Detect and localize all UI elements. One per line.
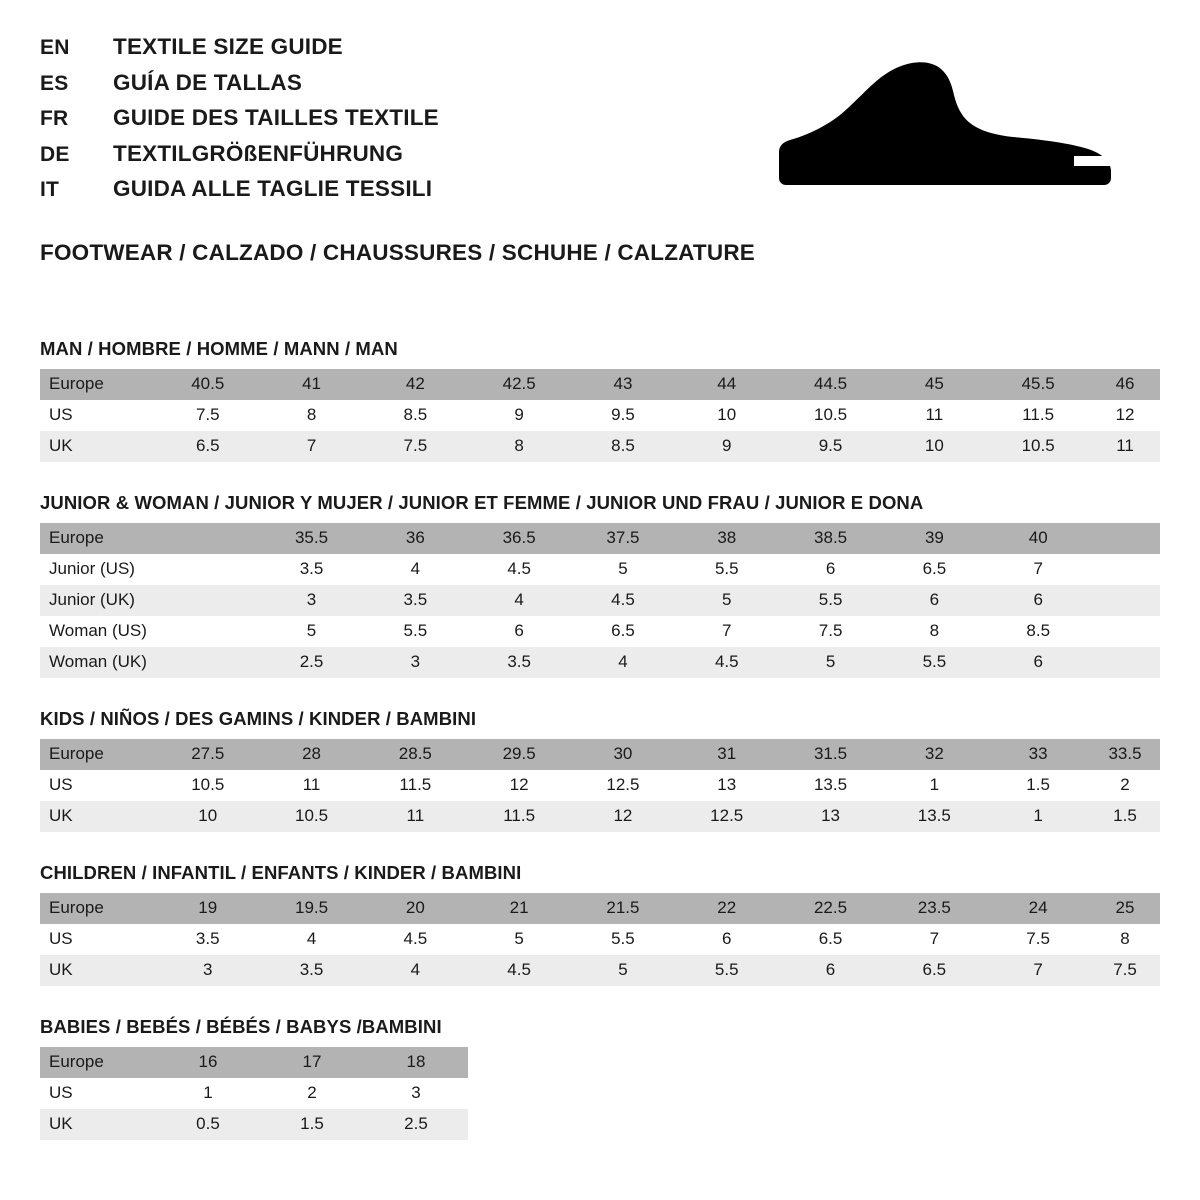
- section-kids: [40, 708, 1160, 832]
- cell: 11.5: [363, 770, 467, 801]
- cell: 10.5: [986, 431, 1090, 462]
- cell: 11: [882, 400, 986, 431]
- cell: 45.5: [986, 369, 1090, 400]
- cell: 23.5: [882, 893, 986, 924]
- cell: 28: [260, 739, 364, 770]
- cell: 6.5: [156, 431, 260, 462]
- table-row: [40, 1047, 468, 1078]
- cell: 36: [363, 523, 467, 554]
- table-row: [40, 893, 1160, 924]
- cell: 7: [260, 431, 364, 462]
- row-label: UK: [40, 1109, 156, 1140]
- cell: [1090, 523, 1160, 554]
- cell: 5: [779, 647, 883, 678]
- cell: 35.5: [260, 523, 364, 554]
- section-title: BABIES / BEBÉS / BÉBÉS / BABYS /BAMBINI: [40, 1015, 442, 1037]
- table-row: [40, 554, 1160, 585]
- section-man: [40, 338, 1160, 462]
- cell: 10: [156, 801, 260, 832]
- cell: 8.5: [571, 431, 675, 462]
- row-label: UK: [40, 955, 156, 986]
- cell: 4.5: [571, 585, 675, 616]
- section-title: JUNIOR & WOMAN / JUNIOR Y MUJER / JUNIOR ET FEMME / JUNIOR UND FRAU / JUNIOR E DONA: [40, 491, 924, 513]
- cell: 5.5: [675, 955, 779, 986]
- table-row: [40, 400, 1160, 431]
- language-title: TEXTILE SIZE GUIDE: [113, 34, 343, 59]
- cell: 7: [986, 554, 1090, 585]
- cell: 43: [571, 369, 675, 400]
- table-row: [40, 955, 1160, 986]
- cell: 7.5: [1090, 955, 1160, 986]
- cell: 22: [675, 893, 779, 924]
- cell: 21: [467, 893, 571, 924]
- cell: [156, 647, 260, 678]
- language-row: [40, 178, 439, 201]
- language-code: ES: [40, 71, 69, 95]
- cell: 7.5: [986, 924, 1090, 955]
- cell: 40: [986, 523, 1090, 554]
- cell: 42.5: [467, 369, 571, 400]
- row-label: US: [40, 400, 156, 431]
- cell: 2.5: [364, 1109, 468, 1140]
- cell: 25: [1090, 893, 1160, 924]
- cell: 1: [156, 1078, 260, 1109]
- cell: 6: [986, 647, 1090, 678]
- cell: 4.5: [675, 647, 779, 678]
- cell: [1090, 585, 1160, 616]
- cell: 4: [363, 554, 467, 585]
- cell: 9.5: [571, 400, 675, 431]
- cell: 7: [882, 924, 986, 955]
- cell: 5: [571, 955, 675, 986]
- row-label: UK: [40, 801, 156, 832]
- cell: 5.5: [883, 647, 987, 678]
- cell: 31: [675, 739, 779, 770]
- cell: 39: [883, 523, 987, 554]
- row-label: UK: [40, 431, 156, 462]
- cell: 5: [260, 616, 364, 647]
- cell: 7.5: [363, 431, 467, 462]
- cell: 29.5: [467, 739, 571, 770]
- section-children: [40, 862, 1160, 986]
- cell: 11.5: [467, 801, 571, 832]
- cell: 7: [675, 616, 779, 647]
- row-label: Woman (US): [40, 616, 156, 647]
- cell: 13.5: [882, 801, 986, 832]
- language-code: EN: [40, 36, 70, 59]
- language-code: DE: [40, 142, 70, 166]
- category-title: FOOTWEAR / CALZADO / CHAUSSURES / SCHUHE / CALZATURE: [40, 239, 755, 265]
- cell: [156, 523, 260, 554]
- table-row: [40, 523, 1160, 554]
- size-table-babies: [40, 1047, 468, 1140]
- table-row: [40, 431, 1160, 462]
- cell: 11.5: [986, 400, 1090, 431]
- table-row: [40, 1078, 468, 1109]
- cell: 4.5: [467, 955, 571, 986]
- cell: 27.5: [156, 739, 260, 770]
- table-row: [40, 616, 1160, 647]
- cell: 3: [260, 585, 364, 616]
- cell: 11: [1090, 431, 1160, 462]
- cell: 4.5: [467, 554, 571, 585]
- cell: 36.5: [467, 523, 571, 554]
- row-label: Europe: [40, 369, 156, 400]
- cell: 3.5: [260, 554, 364, 585]
- cell: 40.5: [156, 369, 260, 400]
- table-row: [40, 1109, 468, 1140]
- cell: [1090, 554, 1160, 585]
- cell: 46: [1090, 369, 1160, 400]
- row-label: US: [40, 1078, 156, 1109]
- cell: 12.5: [675, 801, 779, 832]
- cell: 11: [363, 801, 467, 832]
- table-row: [40, 739, 1160, 770]
- cell: 6.5: [882, 955, 986, 986]
- cell: 8.5: [363, 400, 467, 431]
- cell: 8.5: [986, 616, 1090, 647]
- cell: 1.5: [986, 770, 1090, 801]
- dress-shoe-icon: [774, 60, 1114, 190]
- cell: 21.5: [571, 893, 675, 924]
- cell: 8: [260, 400, 364, 431]
- language-title: GUÍA DE TALLAS: [113, 69, 303, 95]
- cell: 2: [1090, 770, 1160, 801]
- section-title: MAN / HOMBRE / HOMME / MANN / MAN: [40, 337, 398, 359]
- cell: 3: [156, 955, 260, 986]
- table-row: [40, 770, 1160, 801]
- cell: 22.5: [779, 893, 883, 924]
- cell: 41: [260, 369, 364, 400]
- size-table-junior-woman: [40, 523, 1160, 678]
- row-label: Woman (UK): [40, 647, 156, 678]
- cell: 16: [156, 1047, 260, 1078]
- cell: 20: [363, 893, 467, 924]
- cell: [1090, 616, 1160, 647]
- cell: [1090, 647, 1160, 678]
- cell: 6: [467, 616, 571, 647]
- cell: 6: [779, 554, 883, 585]
- page-header: [40, 36, 1160, 214]
- cell: 7.5: [779, 616, 883, 647]
- table-row: [40, 924, 1160, 955]
- cell: 12: [1090, 400, 1160, 431]
- row-label: Europe: [40, 1047, 156, 1078]
- cell: 10.5: [779, 400, 883, 431]
- cell: 13: [779, 801, 883, 832]
- cell: 38: [675, 523, 779, 554]
- section-babies: [40, 1016, 1160, 1140]
- language-row: [40, 36, 439, 59]
- section-title: CHILDREN / INFANTIL / ENFANTS / KINDER / BAMBINI: [40, 861, 522, 883]
- cell: 2.5: [260, 647, 364, 678]
- row-label: Junior (US): [40, 554, 156, 585]
- shoe-illustration: [754, 60, 1114, 190]
- cell: 9: [675, 431, 779, 462]
- cell: 10: [675, 400, 779, 431]
- cell: 11: [260, 770, 364, 801]
- row-label: Europe: [40, 523, 156, 554]
- cell: 0.5: [156, 1109, 260, 1140]
- size-table-man: [40, 369, 1160, 462]
- cell: 13: [675, 770, 779, 801]
- cell: 10.5: [260, 801, 364, 832]
- cell: 8: [467, 431, 571, 462]
- cell: 45: [882, 369, 986, 400]
- cell: 19: [156, 893, 260, 924]
- cell: 17: [260, 1047, 364, 1078]
- row-label: Junior (UK): [40, 585, 156, 616]
- language-row: [40, 69, 439, 95]
- cell: 12: [467, 770, 571, 801]
- cell: 18: [364, 1047, 468, 1078]
- size-table-children: [40, 893, 1160, 986]
- cell: [156, 585, 260, 616]
- cell: 6: [986, 585, 1090, 616]
- cell: 5.5: [779, 585, 883, 616]
- cell: 10.5: [156, 770, 260, 801]
- cell: 3.5: [363, 585, 467, 616]
- cell: 9: [467, 400, 571, 431]
- cell: 44: [675, 369, 779, 400]
- language-code: IT: [40, 178, 60, 201]
- cell: 8: [1090, 924, 1160, 955]
- size-table-kids: [40, 739, 1160, 832]
- cell: 31.5: [779, 739, 883, 770]
- cell: 5: [571, 554, 675, 585]
- table-row: [40, 801, 1160, 832]
- cell: 6.5: [779, 924, 883, 955]
- cell: [156, 616, 260, 647]
- cell: 33.5: [1090, 739, 1160, 770]
- section-junior-woman: [40, 492, 1160, 678]
- cell: 1.5: [1090, 801, 1160, 832]
- cell: 5: [467, 924, 571, 955]
- cell: 6: [675, 924, 779, 955]
- row-label: Europe: [40, 739, 156, 770]
- cell: 7.5: [156, 400, 260, 431]
- cell: 13.5: [779, 770, 883, 801]
- cell: 6: [779, 955, 883, 986]
- cell: 42: [363, 369, 467, 400]
- cell: 2: [260, 1078, 364, 1109]
- section-title: KIDS / NIÑOS / DES GAMINS / KINDER / BAMBINI: [40, 707, 477, 729]
- cell: 5: [675, 585, 779, 616]
- cell: 3.5: [467, 647, 571, 678]
- cell: 1: [882, 770, 986, 801]
- table-row: [40, 585, 1160, 616]
- cell: [156, 554, 260, 585]
- table-row: [40, 369, 1160, 400]
- cell: 32: [882, 739, 986, 770]
- cell: 5.5: [675, 554, 779, 585]
- cell: 5.5: [363, 616, 467, 647]
- row-label: US: [40, 770, 156, 801]
- cell: 6: [883, 585, 987, 616]
- cell: 4: [260, 924, 364, 955]
- language-title: TEXTILGRÖßENFÜHRUNG: [113, 140, 404, 166]
- cell: 8: [883, 616, 987, 647]
- row-label: Europe: [40, 893, 156, 924]
- cell: 10: [882, 431, 986, 462]
- cell: 38.5: [779, 523, 883, 554]
- cell: 37.5: [571, 523, 675, 554]
- cell: 19.5: [260, 893, 364, 924]
- cell: 28.5: [363, 739, 467, 770]
- cell: 9.5: [779, 431, 883, 462]
- language-row: [40, 140, 439, 166]
- language-title-list: [40, 36, 439, 214]
- language-title: GUIDE DES TAILLES TEXTILE: [113, 105, 439, 130]
- cell: 44.5: [779, 369, 883, 400]
- cell: 3: [364, 1078, 468, 1109]
- cell: 33: [986, 739, 1090, 770]
- cell: 4: [467, 585, 571, 616]
- cell: 3: [363, 647, 467, 678]
- cell: 24: [986, 893, 1090, 924]
- cell: 3.5: [156, 924, 260, 955]
- cell: 7: [986, 955, 1090, 986]
- cell: 4.5: [363, 924, 467, 955]
- language-code: FR: [40, 107, 69, 130]
- cell: 5.5: [571, 924, 675, 955]
- language-title: GUIDA ALLE TAGLIE TESSILI: [113, 176, 433, 201]
- cell: 4: [571, 647, 675, 678]
- cell: 1.5: [260, 1109, 364, 1140]
- cell: 1: [986, 801, 1090, 832]
- cell: 3.5: [260, 955, 364, 986]
- table-row: [40, 647, 1160, 678]
- cell: 12: [571, 801, 675, 832]
- cell: 30: [571, 739, 675, 770]
- language-row: [40, 107, 439, 130]
- row-label: US: [40, 924, 156, 955]
- cell: 6.5: [883, 554, 987, 585]
- cell: 4: [363, 955, 467, 986]
- cell: 12.5: [571, 770, 675, 801]
- cell: 6.5: [571, 616, 675, 647]
